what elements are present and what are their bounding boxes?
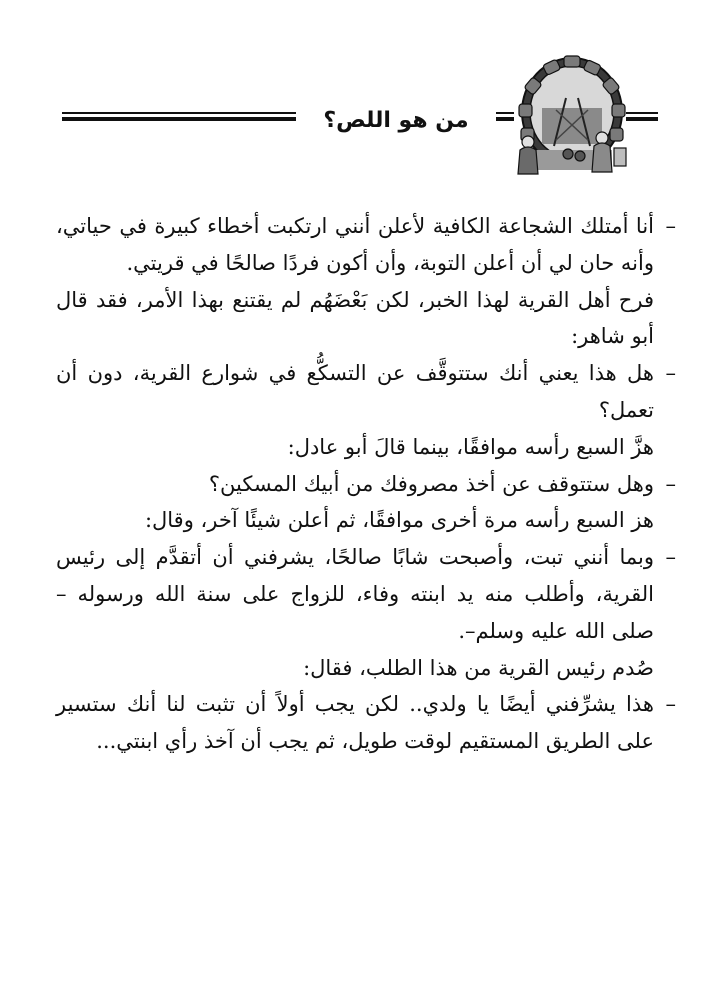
dialogue-paragraph: – أنا أمتلك الشجاعة الكافية لأعلن أنني ارتكبت أخطاء كبيرة في حياتي، وأنه حان لي أن أعلن التوبة، وأن أكون فردًا صالحًا في قريتي.	[56, 214, 676, 275]
stone-arch-scene-icon	[510, 50, 628, 180]
story-text	[56, 208, 676, 760]
chapter-title: من هو اللص؟	[323, 108, 469, 133]
narration-paragraph: صُدم رئيس القرية من هذا الطلب، فقال:	[303, 655, 654, 680]
dialogue-paragraph: – وهل ستتوقف عن أخذ مصروفك من أبيك المسكين؟	[208, 471, 676, 496]
narration-paragraph: فرح أهل القرية لهذا الخبر، لكن بَعْضَهُم لم يقتنع بهذا الأمر، فقد قال أبو شاهر:	[56, 287, 654, 349]
header-rule-left	[62, 112, 296, 121]
narration-paragraph: هز السبع رأسه مرة أخرى موافقًا، ثم أعلن شيئًا آخر، وقال:	[144, 508, 654, 533]
header-rule-right	[626, 112, 658, 121]
dialogue-paragraph: – وبما أنني تبت، وأصبحت شابًا صالحًا، يشرفني أن أتقدَّم إلى رئيس القرية، وأطلب منه يد ابنته وفاء، للزواج على سنة الله ورسوله – صلى الله عليه وسلم–.	[56, 545, 676, 643]
dialogue-paragraph: – هل هذا يعني أنك ستتوقَّف عن التسكُّع في شوارع القرية، دون أن تعمل؟	[56, 361, 676, 422]
chapter-header	[0, 0, 720, 200]
narration-paragraph: هزَّ السبع رأسه موافقًا، بينما قالَ أبو عادل:	[287, 434, 654, 459]
dialogue-paragraph: – هذا يشرِّفني أيضًا يا ولدي.. لكن يجب أولاً أن تثبت لنا أنك ستسير على الطريق المستقيم لوقت طويل، ثم يجب أن آخذ رأي ابنتي...	[56, 692, 676, 754]
